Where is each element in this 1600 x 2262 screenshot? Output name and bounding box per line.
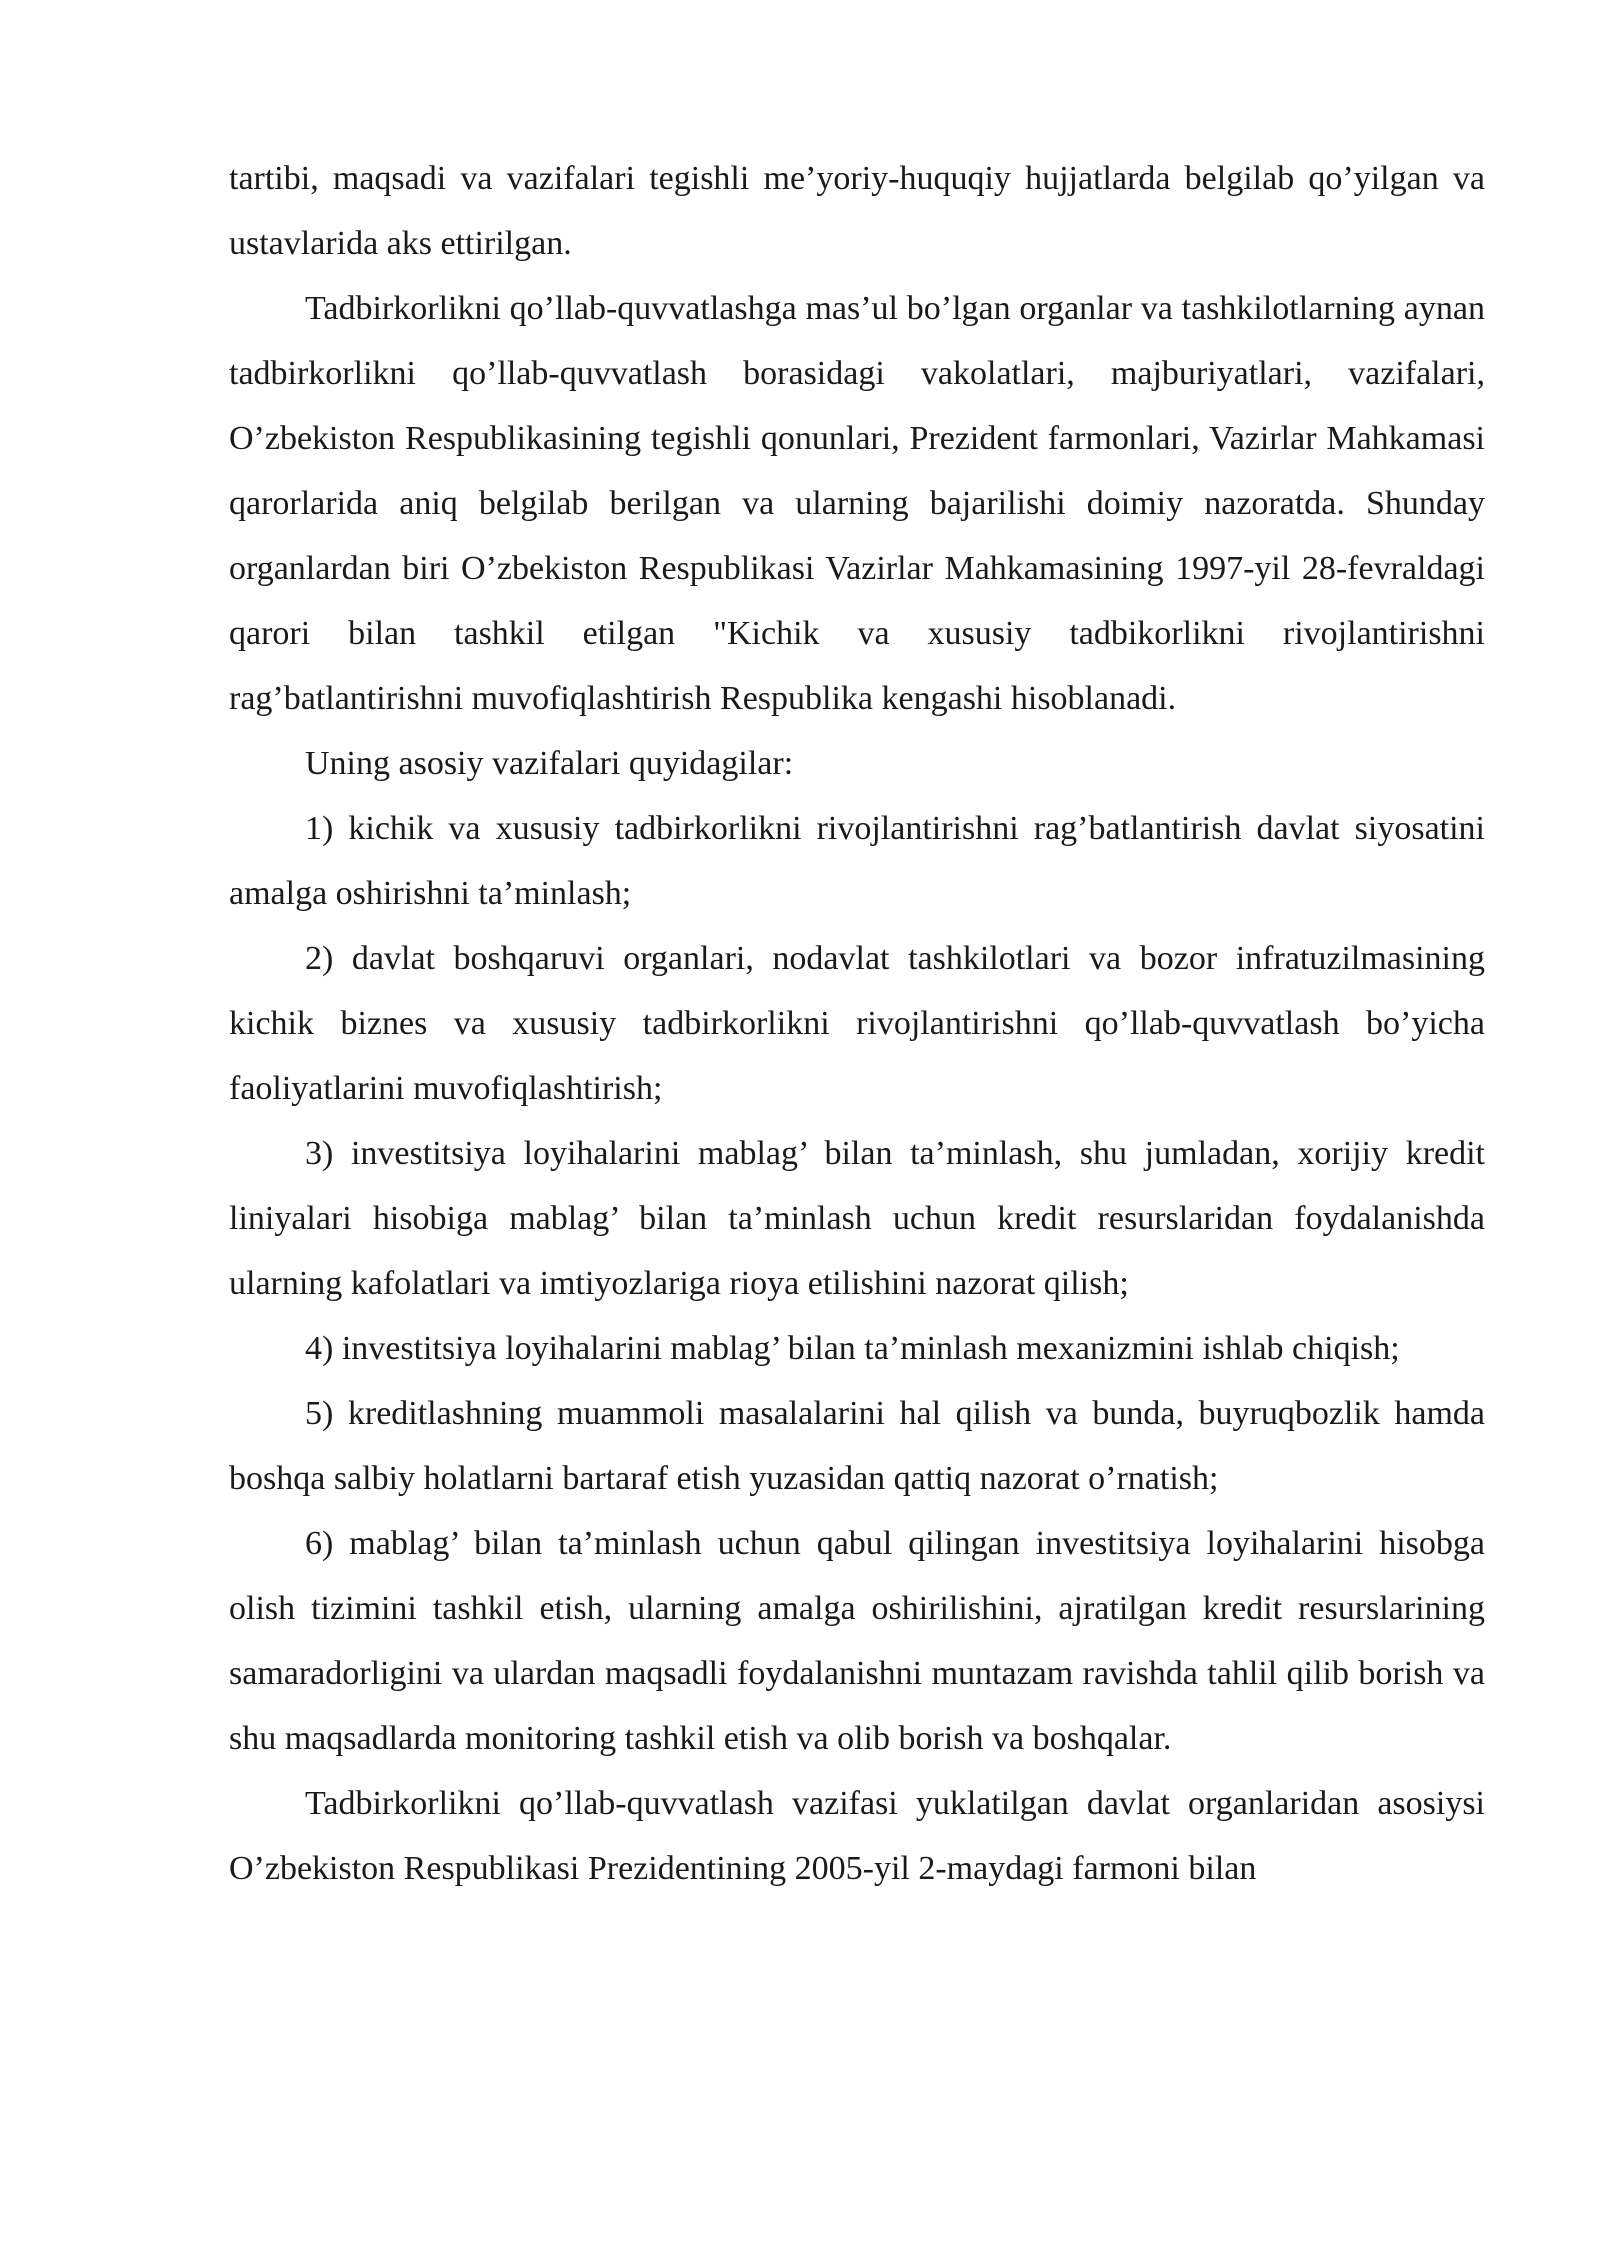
list-item-3: 3) investitsiya loyihalarini mablag’ bilan ta’minlash, shu jumladan, xorijiy kredit liniyalari hisobiga mablag’ bilan ta’minlash uchun kredit resurslaridan foydalanishda ularning kafolatlari va imtiyozlariga rioya etilishini nazorat qilish; [229,1135,1485,1302]
list-item-4: 4) investitsiya loyihalarini mablag’ bilan ta’minlash mexanizmini ishlab chiqish; [305,1330,1400,1367]
list-item-6: 6) mablag’ bilan ta’minlash uchun qabul qilingan investitsiya loyihalarini hisobga olish tizimini tashkil etish, ularning amalga oshirilishini, ajratilgan kredit resurslarining samaradorligini va ulardan maqsadli foydalanishni muntazam ravishda tahlil qilib borish va shu maqsadlarda monitoring tashkil etish va olib borish va boshqalar. [229,1525,1485,1757]
paragraph-closing: Tadbirkorlikni qo’llab-quvvatlash vazifasi yuklatilgan davlat organlaridan asosiysi O’zbekiston Respublikasi Prezidentining 2005-yil 2-maydagi farmoni bilan [229,1785,1485,1887]
paragraph-organs-overview: Tadbirkorlikni qo’llab-quvvatlashga mas’ul bo’lgan organlar va tashkilotlarning aynan tadbirkorlikni qo’llab-quvvatlash borasidagi vakolatlari, majburiyatlari, vazifalari, O’zbekiston Respublikasining tegishli qonunlari, Prezident farmonlari, Vazirlar Mahkamasi qarorlarida aniq belgilab berilgan va ularning bajarilishi doimiy nazoratda. Shunday organlardan biri O’zbekiston Respublikasi Vazirlar Mahkamasining 1997-yil 28-fevraldagi qarori bilan tashkil etilgan "Kichik va xususiy tadbikorlikni rivojlantirishni rag’batlantirishni muvofiqlashtirish Respublika kengashi hisoblanadi. [229,290,1485,717]
list-item-5: 5) kreditlashning muammoli masalalarini hal qilish va bunda, buyruqbozlik hamda boshqa salbiy holatlarni bartaraf etish yuzasidan qattiq nazorat o’rnatish; [229,1395,1485,1497]
list-item-2: 2) davlat boshqaruvi organlari, nodavlat tashkilotlari va bozor infratuzilmasining kichik biznes va xususiy tadbirkorlikni rivojlantirishni qo’llab-quvvatlash bo’yicha faoliyatlarini muvofiqlashtirish; [229,940,1485,1107]
paragraph-tasks-intro: Uning asosiy vazifalari quyidagilar: [305,745,794,782]
paragraph-continuation: tartibi, maqsadi va vazifalari tegishli me’yoriy-huquqiy hujjatlarda belgilab qo’yilgan va ustavlarida aks ettirilgan. [229,160,1485,262]
list-item-1: 1) kichik va xususiy tadbirkorlikni rivojlantirishni rag’batlantirish davlat siyosatini amalga oshirishni ta’minlash; [229,810,1485,912]
document-body [229,146,1485,1901]
